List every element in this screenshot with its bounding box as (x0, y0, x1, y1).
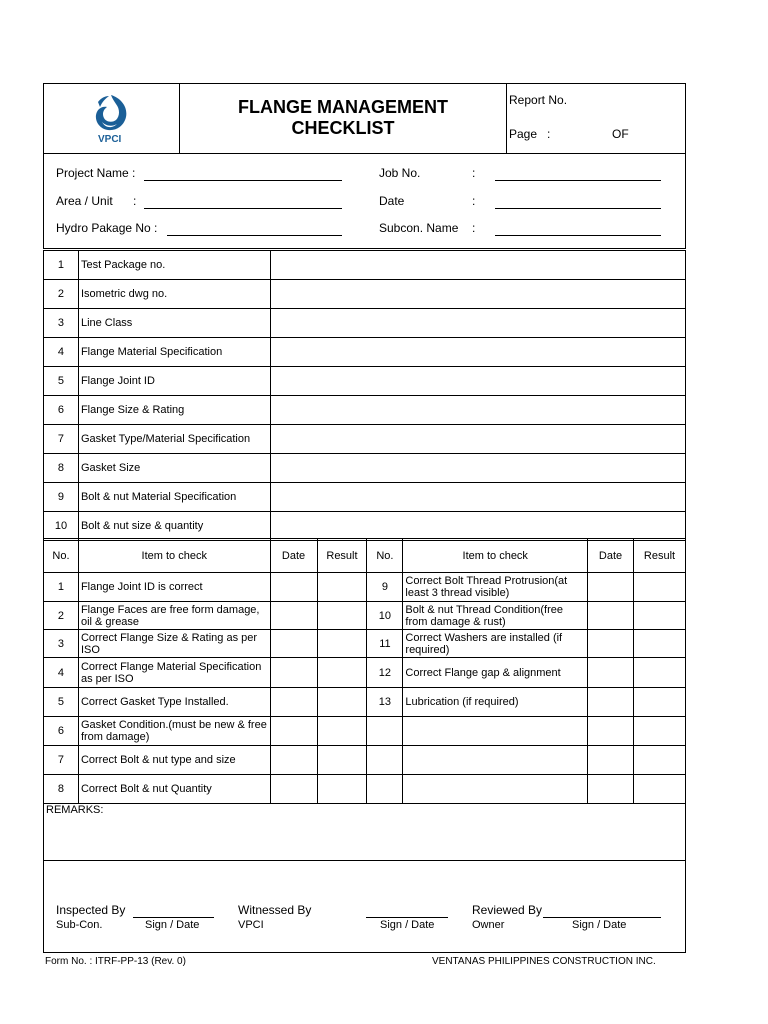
check-item: Correct Bolt & nut Quantity (78, 775, 270, 804)
vpci-logo (88, 92, 134, 148)
check-no: 1 (44, 573, 79, 602)
job-no-label: Job No. (379, 166, 421, 180)
check-no (367, 775, 403, 804)
vpci-label: VPCI (238, 919, 264, 931)
detail-no: 1 (44, 251, 79, 280)
detail-value-cell[interactable] (270, 483, 685, 512)
col-date: Date (270, 539, 317, 573)
detail-no: 8 (44, 454, 79, 483)
check-date-cell[interactable] (588, 775, 634, 804)
detail-value-cell[interactable] (270, 454, 685, 483)
detail-no: 10 (44, 512, 79, 541)
subcon-name-label: Subcon. Name (379, 221, 459, 235)
inspected-by-label: Inspected By (56, 903, 126, 917)
detail-label: Isometric dwg no. (78, 280, 270, 309)
detail-row (44, 425, 686, 454)
job-no-colon: : (472, 166, 476, 180)
detail-label: Flange Size & Rating (78, 396, 270, 425)
check-row (44, 573, 686, 602)
check-result-cell[interactable] (317, 688, 367, 717)
check-item: Gasket Condition.(must be new & free from damage) (78, 717, 270, 746)
signature-box (43, 860, 686, 953)
check-date-cell[interactable] (588, 630, 634, 658)
check-no: 13 (367, 688, 403, 717)
check-result-cell[interactable] (634, 573, 686, 602)
form-title: FLANGE MANAGEMENT (238, 97, 448, 117)
col-result: Result (634, 539, 686, 573)
subcon-colon: : (472, 221, 476, 235)
check-row (44, 688, 686, 717)
col-no: No. (44, 539, 79, 573)
witnessed-by-label: Witnessed By (238, 903, 312, 917)
check-item: Correct Flange Material Specification as per ISO (78, 658, 270, 688)
sign-date-label: Sign / Date (380, 919, 435, 931)
sub-con-label: Sub-Con. (56, 919, 103, 931)
check-item: Correct Flange Size & Rating as per ISO (78, 630, 270, 658)
check-row (44, 630, 686, 658)
check-date-cell[interactable] (588, 573, 634, 602)
check-row (44, 602, 686, 630)
check-date-cell[interactable] (270, 658, 317, 688)
detail-value-cell[interactable] (270, 251, 685, 280)
col-result: Result (317, 539, 367, 573)
check-result-cell[interactable] (317, 573, 367, 602)
detail-no: 4 (44, 338, 79, 367)
detail-row (44, 338, 686, 367)
check-date-cell[interactable] (588, 658, 634, 688)
check-no: 7 (44, 746, 79, 775)
check-no: 10 (367, 602, 403, 630)
check-no: 6 (44, 717, 79, 746)
checklist-table (43, 538, 686, 804)
date-colon: : (472, 194, 476, 208)
page-colon: : (547, 127, 551, 141)
form-title-line2: CHECKLIST (291, 118, 395, 138)
col-date: Date (588, 539, 634, 573)
remarks-box[interactable] (43, 803, 686, 861)
detail-row (44, 512, 686, 541)
detail-value-cell[interactable] (270, 367, 685, 396)
check-item (403, 775, 588, 804)
area-unit-field[interactable] (144, 208, 342, 209)
check-no: 5 (44, 688, 79, 717)
detail-label: Bolt & nut Material Specification (78, 483, 270, 512)
check-date-cell[interactable] (270, 688, 317, 717)
check-row (44, 746, 686, 775)
detail-value-cell[interactable] (270, 512, 685, 541)
detail-no: 6 (44, 396, 79, 425)
check-result-cell[interactable] (634, 602, 686, 630)
check-no: 9 (367, 573, 403, 602)
project-name-label: Project Name : (56, 166, 136, 180)
detail-no: 5 (44, 367, 79, 396)
check-item: Correct Flange gap & alignment (403, 658, 588, 688)
details-table (43, 250, 686, 541)
check-date-cell[interactable] (270, 573, 317, 602)
check-row (44, 775, 686, 804)
check-no: 3 (44, 630, 79, 658)
detail-value-cell[interactable] (270, 338, 685, 367)
check-no: 12 (367, 658, 403, 688)
detail-row (44, 396, 686, 425)
hydro-package-label: Hydro Pakage No : (56, 221, 158, 235)
divider (506, 83, 507, 154)
detail-row (44, 251, 686, 280)
check-item: Flange Faces are free form damage, oil & grease (78, 602, 270, 630)
check-item: Correct Gasket Type Installed. (78, 688, 270, 717)
detail-value-cell[interactable] (270, 425, 685, 454)
check-result-cell[interactable] (634, 746, 686, 775)
detail-no: 3 (44, 309, 79, 338)
detail-label: Line Class (78, 309, 270, 338)
detail-label: Test Package no. (78, 251, 270, 280)
col-item: Item to check (403, 539, 588, 573)
check-date-cell[interactable] (588, 746, 634, 775)
check-result-cell[interactable] (634, 775, 686, 804)
of-label: OF (612, 127, 629, 141)
check-result-cell[interactable] (317, 602, 367, 630)
logo-text: VPCI (98, 134, 122, 145)
check-no (367, 717, 403, 746)
reviewed-by-sign-line[interactable] (543, 917, 661, 918)
detail-row (44, 280, 686, 309)
detail-row (44, 309, 686, 338)
check-row (44, 717, 686, 746)
checklist-header-row (44, 539, 686, 573)
inspected-by-sign-line[interactable] (133, 917, 214, 918)
check-no: 2 (44, 602, 79, 630)
check-date-cell[interactable] (270, 630, 317, 658)
detail-row (44, 483, 686, 512)
check-no (367, 746, 403, 775)
check-item: Correct Bolt & nut type and size (78, 746, 270, 775)
check-result-cell[interactable] (317, 775, 367, 804)
date-label: Date (379, 194, 405, 208)
date-field[interactable] (495, 208, 661, 209)
check-date-cell[interactable] (588, 717, 634, 746)
owner-label: Owner (472, 919, 505, 931)
check-no: 8 (44, 775, 79, 804)
job-no-field[interactable] (495, 180, 661, 181)
reviewed-by-label: Reviewed By (472, 903, 543, 917)
check-date-cell[interactable] (270, 717, 317, 746)
project-name-field[interactable] (144, 180, 342, 181)
check-item: Correct Washers are installed (if required) (403, 630, 588, 658)
area-unit-colon: : (133, 194, 137, 208)
area-unit-label: Area / Unit (56, 194, 113, 208)
check-date-cell[interactable] (270, 746, 317, 775)
check-result-cell[interactable] (634, 630, 686, 658)
hydro-package-field[interactable] (167, 235, 342, 236)
check-result-cell[interactable] (317, 630, 367, 658)
check-result-cell[interactable] (317, 746, 367, 775)
col-no: No. (367, 539, 403, 573)
check-date-cell[interactable] (588, 602, 634, 630)
detail-value-cell[interactable] (270, 280, 685, 309)
check-date-cell[interactable] (270, 602, 317, 630)
check-item (403, 746, 588, 775)
sign-date-label: Sign / Date (572, 919, 627, 931)
report-no-label: Report No. (509, 93, 568, 107)
col-item: Item to check (78, 539, 270, 573)
detail-value-cell[interactable] (270, 309, 685, 338)
check-result-cell[interactable] (317, 717, 367, 746)
check-result-cell[interactable] (634, 717, 686, 746)
form-number: Form No. : ITRF-PP-13 (Rev. 0) (45, 956, 186, 967)
detail-label: Gasket Size (78, 454, 270, 483)
check-item (403, 717, 588, 746)
detail-no: 9 (44, 483, 79, 512)
sign-date-label: Sign / Date (145, 919, 200, 931)
check-no: 4 (44, 658, 79, 688)
check-date-cell[interactable] (588, 688, 634, 717)
detail-row (44, 367, 686, 396)
check-result-cell[interactable] (634, 658, 686, 688)
witnessed-by-sign-line[interactable] (366, 917, 448, 918)
check-no: 11 (367, 630, 403, 658)
detail-no: 2 (44, 280, 79, 309)
detail-label: Flange Joint ID (78, 367, 270, 396)
check-item: Bolt & nut Thread Condition(free from damage & rust) (403, 602, 588, 630)
company-name: VENTANAS PHILIPPINES CONSTRUCTION INC. (432, 956, 656, 967)
check-item: Correct Bolt Thread Protrusion(at least 3 thread visible) (403, 573, 588, 602)
check-result-cell[interactable] (317, 658, 367, 688)
check-result-cell[interactable] (634, 688, 686, 717)
check-item: Lubrication (if required) (403, 688, 588, 717)
check-item: Flange Joint ID is correct (78, 573, 270, 602)
detail-label: Bolt & nut size & quantity (78, 512, 270, 541)
detail-no: 7 (44, 425, 79, 454)
detail-value-cell[interactable] (270, 396, 685, 425)
subcon-name-field[interactable] (495, 235, 661, 236)
detail-label: Gasket Type/Material Specification (78, 425, 270, 454)
leaf-icon (88, 92, 134, 134)
detail-label: Flange Material Specification (78, 338, 270, 367)
check-row (44, 658, 686, 688)
remarks-label: REMARKS: (46, 804, 104, 816)
page-label: Page (509, 127, 538, 141)
detail-row (44, 454, 686, 483)
check-date-cell[interactable] (270, 775, 317, 804)
